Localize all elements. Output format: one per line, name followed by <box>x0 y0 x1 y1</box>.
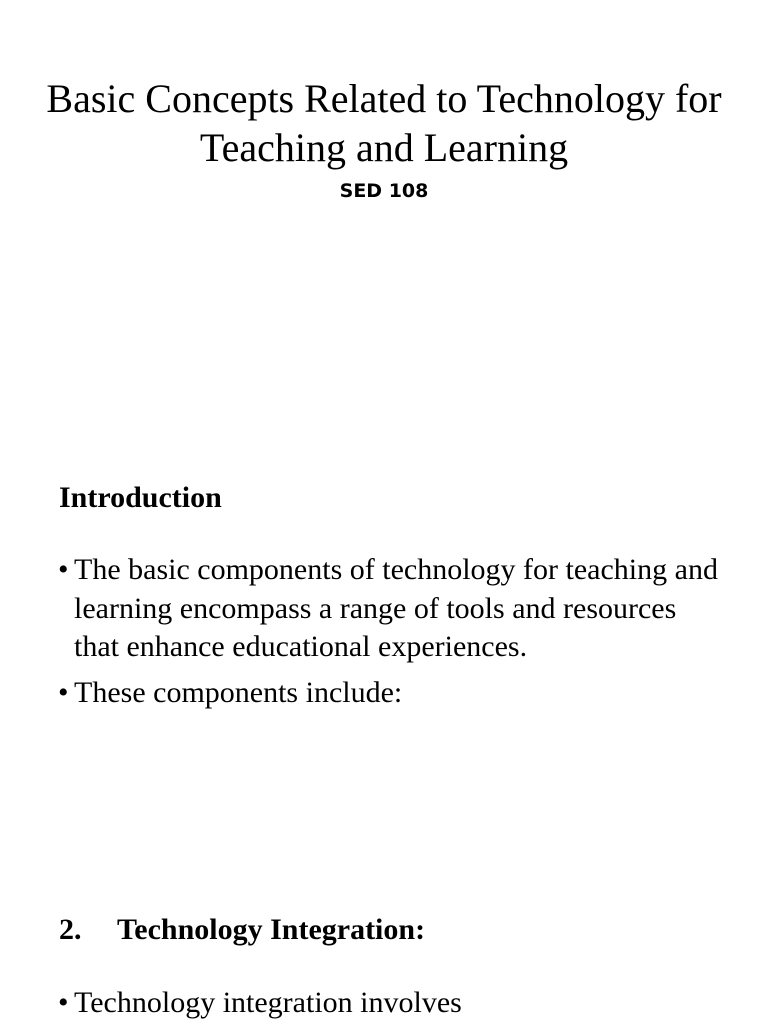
introduction-slide <box>0 478 768 719</box>
course-code: SED 108 <box>339 180 429 202</box>
section-number: 2. <box>59 913 82 946</box>
bullet-icon: • <box>58 986 69 1019</box>
introduction-heading: Introduction <box>59 481 222 514</box>
introduction-bullet-list <box>0 551 768 712</box>
technology-integration-heading <box>59 910 768 950</box>
bullet-icon: • <box>58 675 69 709</box>
slide-title: Basic Concepts Related to Technology for Teaching and Learning <box>46 76 722 170</box>
technology-integration-slide <box>0 910 768 1030</box>
bullet-icon: • <box>58 553 69 586</box>
bullet-text: These components include: <box>74 675 403 709</box>
bullet-text: The basic components of technology for teaching and learning encompass a range of tools and resources that enhance educational experiences. <box>74 553 718 663</box>
bullet-item <box>0 984 768 1023</box>
bullet-item <box>0 551 768 667</box>
section-heading-text: Technology Integration: <box>117 913 426 946</box>
bullet-item <box>0 674 768 713</box>
bullet-text: Technology integration involves <box>74 986 462 1019</box>
integration-bullet-list <box>0 984 768 1023</box>
title-slide <box>0 74 768 202</box>
